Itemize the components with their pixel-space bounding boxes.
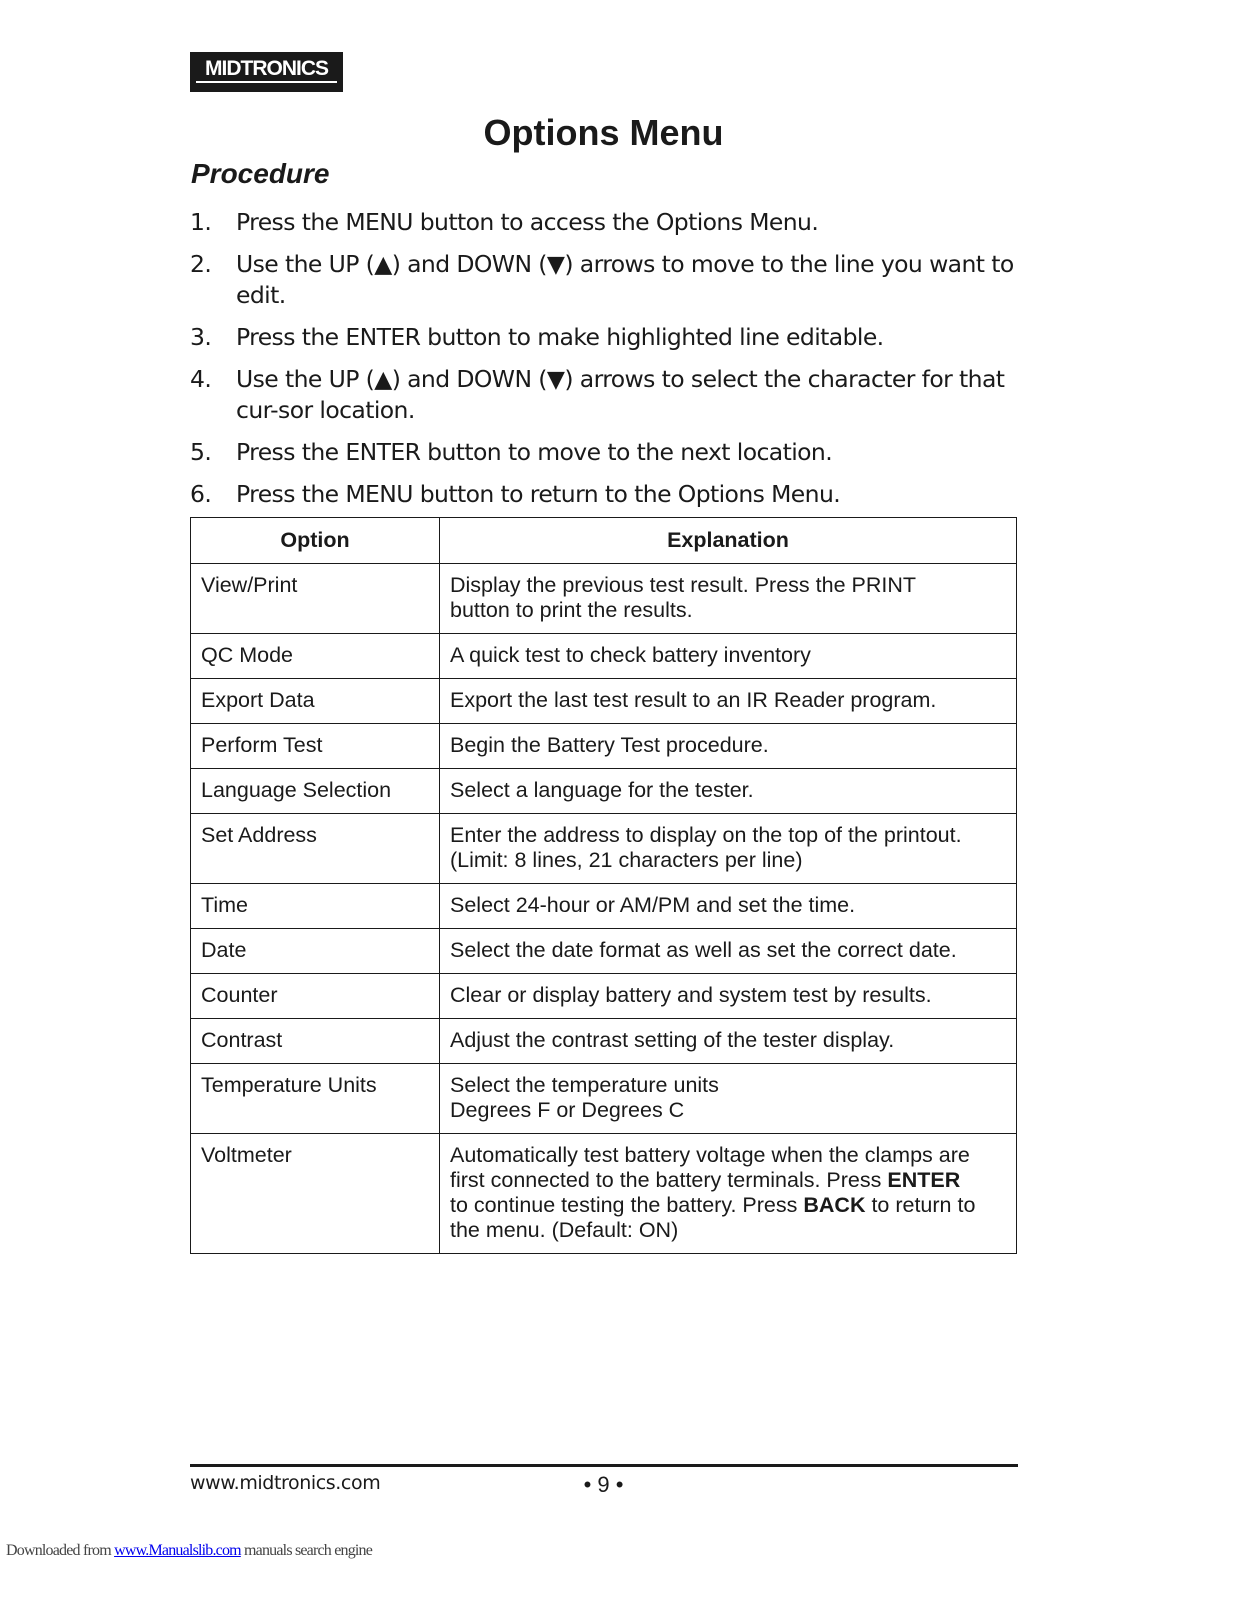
option-cell: Perform Test <box>191 724 440 769</box>
option-cell: QC Mode <box>191 634 440 679</box>
explanation-cell <box>440 724 1017 769</box>
explanation-line: the menu. (Default: ON) <box>450 1218 679 1242</box>
option-cell: Contrast <box>191 1019 440 1064</box>
explanation-line: Adjust the contrast setting of the tester display. <box>450 1028 895 1052</box>
table-header-row <box>191 518 1017 564</box>
back-keyword: BACK <box>803 1193 866 1217</box>
explanation-cell <box>440 814 1017 884</box>
table-body <box>191 564 1017 1134</box>
download-suffix: manuals search engine <box>240 1542 373 1559</box>
procedure-step <box>190 249 1030 311</box>
options-table <box>190 517 1017 1254</box>
explanation-line: A quick test to check battery inventory <box>450 643 811 667</box>
step-number: 6. <box>190 480 212 508</box>
page-title: Options Menu <box>483 112 724 153</box>
explanation-column-header: Explanation <box>440 518 1017 564</box>
option-cell: Date <box>191 929 440 974</box>
table-row <box>191 679 1017 724</box>
table-row <box>191 884 1017 929</box>
table-row <box>191 974 1017 1019</box>
step-text: Press the ENTER button to move to the next location. <box>236 438 833 466</box>
explanation-line: Begin the Battery Test procedure. <box>450 733 769 757</box>
step-number: 5. <box>190 438 212 466</box>
download-prefix: Downloaded from <box>6 1542 115 1559</box>
logo-text: MIDTRONICS <box>205 57 328 80</box>
option-cell: Time <box>191 884 440 929</box>
option-cell: View/Print <box>191 564 440 634</box>
option-cell: Voltmeter <box>191 1134 440 1254</box>
explanation-line: Clear or display battery and system test by results. <box>450 983 932 1007</box>
explanation-line: Select the temperature units <box>450 1073 719 1097</box>
footer-url[interactable]: www.midtronics.com <box>190 1472 381 1494</box>
explanation-line: (Limit: 8 lines, 21 characters per line) <box>450 848 803 872</box>
explanation-line: Export the last test result to an IR Reader program. <box>450 688 937 712</box>
option-cell: Temperature Units <box>191 1064 440 1134</box>
step-text: Use the UP (▲) and DOWN (▼) arrows to select the character for that cur-sor location. <box>236 365 1005 424</box>
explanation-line: Enter the address to display on the top of the printout. <box>450 823 962 847</box>
procedure-step <box>190 322 1030 353</box>
step-text: Press the MENU button to access the Options Menu. <box>236 208 819 236</box>
step-number: 4. <box>190 365 212 393</box>
explanation-line: Degrees F or Degrees C <box>450 1098 685 1122</box>
procedure-steps <box>190 207 1030 521</box>
option-cell: Language Selection <box>191 769 440 814</box>
option-cell: Set Address <box>191 814 440 884</box>
table-row <box>191 769 1017 814</box>
table-row <box>191 724 1017 769</box>
explanation-text: to return to <box>865 1193 976 1217</box>
table-row <box>191 564 1017 634</box>
explanation-text: first connected to the battery terminals. Press <box>450 1168 888 1192</box>
page-number: • 9 • <box>583 1472 624 1497</box>
table-row <box>191 1134 1017 1254</box>
procedure-step <box>190 437 1030 468</box>
procedure-step <box>190 479 1030 510</box>
step-text: Use the UP (▲) and DOWN (▼) arrows to move to the line you want to edit. <box>236 250 1014 309</box>
explanation-line: Automatically test battery voltage when the clamps are <box>450 1143 970 1167</box>
table-row <box>191 634 1017 679</box>
explanation-cell <box>440 974 1017 1019</box>
step-text: Press the MENU button to return to the Options Menu. <box>236 480 841 508</box>
step-number: 1. <box>190 208 212 236</box>
section-subtitle: Procedure <box>191 158 330 189</box>
procedure-step <box>190 364 1030 426</box>
explanation-cell <box>440 1134 1017 1254</box>
manualslib-link[interactable]: www.Manualslib.com <box>114 1542 241 1559</box>
explanation-line <box>450 1193 1006 1218</box>
explanation-line: Select 24-hour or AM/PM and set the time. <box>450 893 856 917</box>
step-number: 2. <box>190 250 212 278</box>
explanation-cell <box>440 679 1017 724</box>
option-column-header: Option <box>191 518 440 564</box>
explanation-text: to continue testing the battery. Press <box>450 1193 804 1217</box>
explanation-line: Select a language for the tester. <box>450 778 754 802</box>
explanation-line <box>450 1168 1006 1193</box>
explanation-cell <box>440 769 1017 814</box>
explanation-line: button to print the results. <box>450 598 693 622</box>
explanation-cell <box>440 884 1017 929</box>
explanation-cell <box>440 564 1017 634</box>
step-text: Press the ENTER button to make highlighted line editable. <box>236 323 884 351</box>
footer-divider <box>190 1464 1018 1467</box>
table-row <box>191 1064 1017 1134</box>
explanation-cell <box>440 929 1017 974</box>
option-cell: Export Data <box>191 679 440 724</box>
table-row <box>191 1019 1017 1064</box>
explanation-cell <box>440 1019 1017 1064</box>
explanation-line: Display the previous test result. Press the PRINT <box>450 573 917 597</box>
logo-underline <box>196 81 337 83</box>
midtronics-logo <box>190 52 343 92</box>
explanation-cell <box>440 634 1017 679</box>
enter-keyword: ENTER <box>887 1168 961 1192</box>
download-notice <box>6 1542 372 1560</box>
explanation-cell <box>440 1064 1017 1134</box>
procedure-step <box>190 207 1030 238</box>
option-cell: Counter <box>191 974 440 1019</box>
explanation-line: Select the date format as well as set the correct date. <box>450 938 957 962</box>
table-row <box>191 814 1017 884</box>
step-number: 3. <box>190 323 212 351</box>
table-row <box>191 929 1017 974</box>
